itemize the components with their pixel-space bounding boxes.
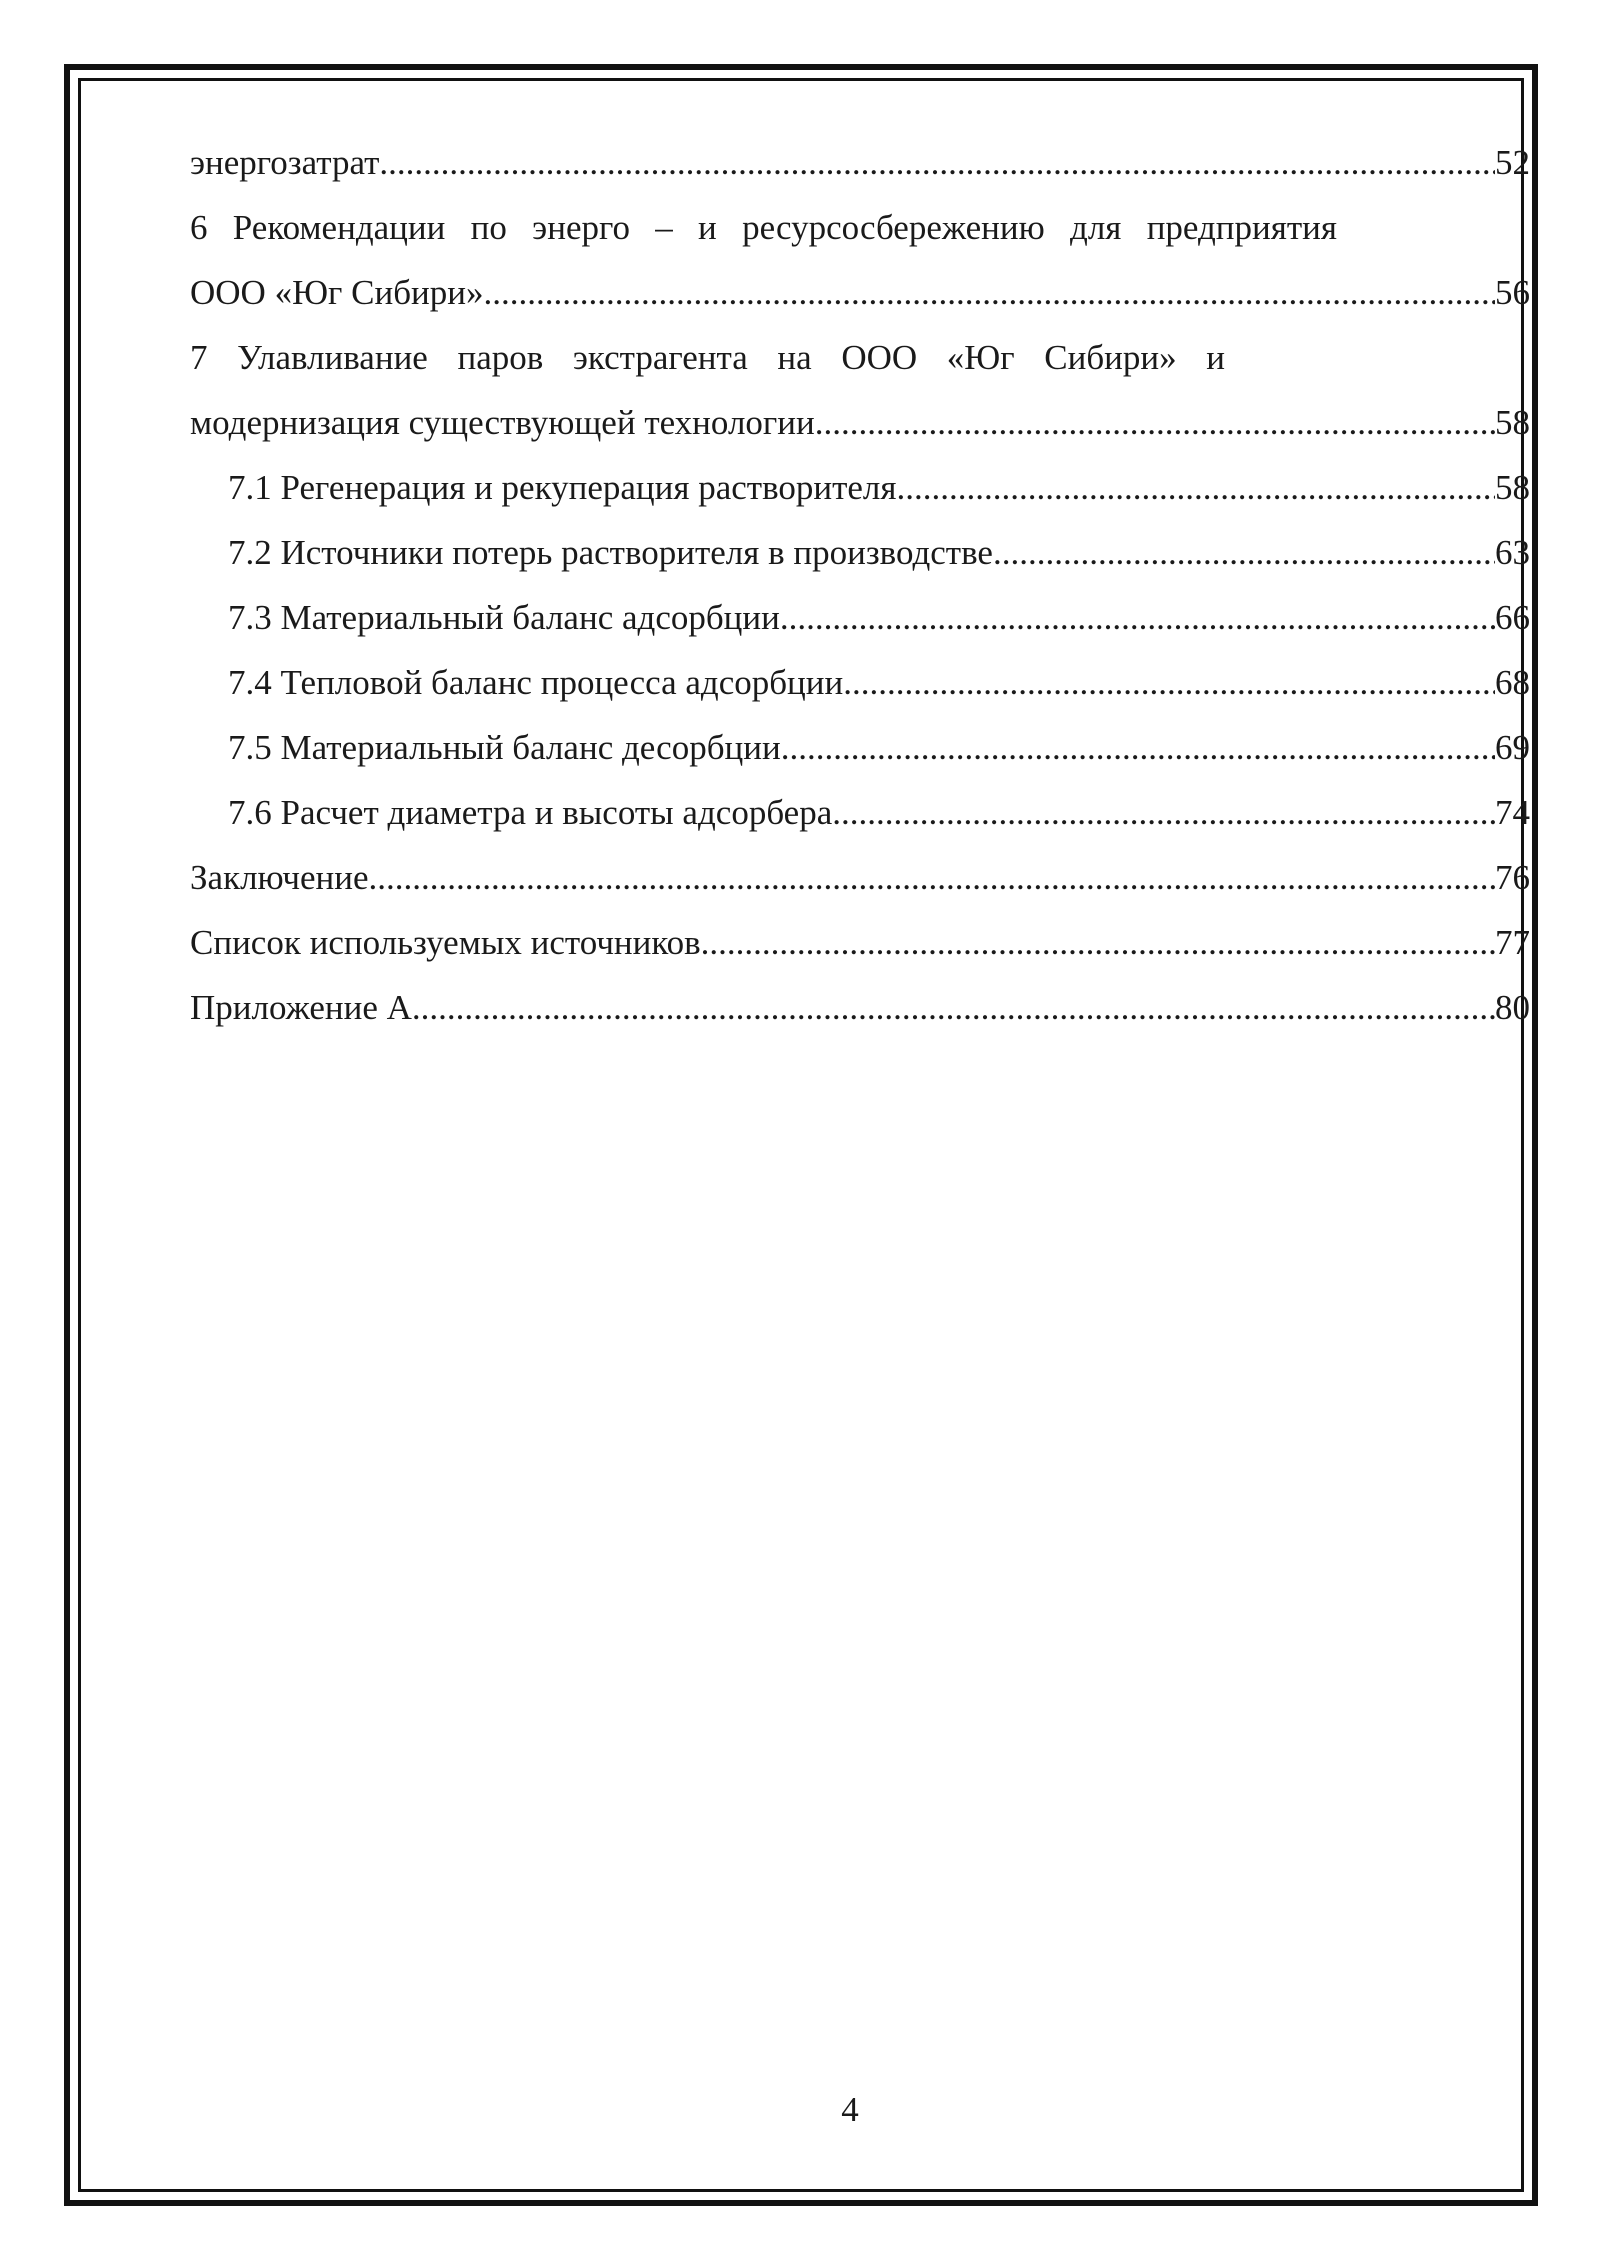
toc-entry-title: энергозатрат [190, 143, 380, 182]
toc-leader-dots [993, 520, 1495, 585]
toc-entry[interactable] [190, 780, 1530, 845]
toc-leader-dots [897, 455, 1496, 520]
toc-leader-dots [484, 260, 1495, 325]
toc-entry-title: 7.1 Регенерация и рекуперация растворителя [228, 468, 897, 507]
toc-entry-page: 58 [1495, 468, 1530, 507]
toc-leader-dots [832, 780, 1495, 845]
toc-entry[interactable] [190, 650, 1530, 715]
toc-leader-dots [412, 975, 1495, 1040]
toc-entry-page: 80 [1495, 988, 1530, 1027]
toc-entry-title: 7.5 Материальный баланс десорбции [228, 728, 781, 767]
toc-entry-title: Заключение [190, 858, 369, 897]
toc-entry[interactable] [190, 910, 1530, 975]
toc-entry-page: 58 [1495, 403, 1530, 442]
toc-entry[interactable] [190, 130, 1530, 195]
table-of-contents [190, 130, 1530, 1040]
toc-entry[interactable] [190, 585, 1530, 650]
toc-entry-page: 63 [1495, 533, 1530, 572]
toc-entry[interactable] [190, 455, 1530, 520]
toc-entry-page: 74 [1495, 793, 1530, 832]
toc-entry[interactable] [190, 715, 1530, 780]
toc-entry-title: Список используемых источников [190, 923, 701, 962]
toc-entry-page: 77 [1495, 923, 1530, 962]
toc-entry[interactable] [190, 260, 1530, 325]
toc-entry[interactable] [190, 520, 1530, 585]
toc-entry[interactable] [190, 975, 1530, 1040]
toc-leader-dots [780, 585, 1495, 650]
toc-entry-page: 56 [1495, 273, 1530, 312]
toc-entry[interactable] [190, 325, 1530, 390]
toc-entry-title: 7.4 Тепловой баланс процесса адсорбции [228, 663, 844, 702]
toc-entry-title: 7.2 Источники потерь растворителя в производстве [228, 533, 993, 572]
toc-entry[interactable] [190, 195, 1530, 260]
toc-entry[interactable] [190, 845, 1530, 910]
toc-leader-dots [815, 390, 1495, 455]
toc-entry-title: Приложение А [190, 988, 412, 1027]
page-number: 4 [841, 2090, 859, 2129]
toc-entry-title: ООО «Юг Сибири» [190, 273, 484, 312]
toc-entry-page: 76 [1495, 858, 1530, 897]
toc-leader-dots [843, 650, 1495, 715]
toc-entry-title: 7.6 Расчет диаметра и высоты адсорбера [228, 793, 833, 832]
toc-entry-page: 66 [1495, 598, 1530, 637]
toc-entry-title: 6 Рекомендации по энерго – и ресурсосбережению для предприятия [190, 208, 1337, 247]
toc-entry-title: 7 Улавливание паров экстрагента на ООО «Юг Сибири» и [190, 338, 1225, 377]
toc-leader-dots [781, 715, 1495, 780]
toc-entry-page: 68 [1495, 663, 1530, 702]
toc-leader-dots [369, 845, 1496, 910]
toc-entry-page: 52 [1495, 143, 1530, 182]
toc-leader-dots [701, 910, 1495, 975]
toc-entry[interactable] [190, 390, 1530, 455]
toc-entry-page: 69 [1495, 728, 1530, 767]
toc-entry-title: 7.3 Материальный баланс адсорбции [228, 598, 780, 637]
toc-leader-dots [379, 130, 1495, 195]
toc-entry-title: модернизация существующей технологии [190, 403, 815, 442]
